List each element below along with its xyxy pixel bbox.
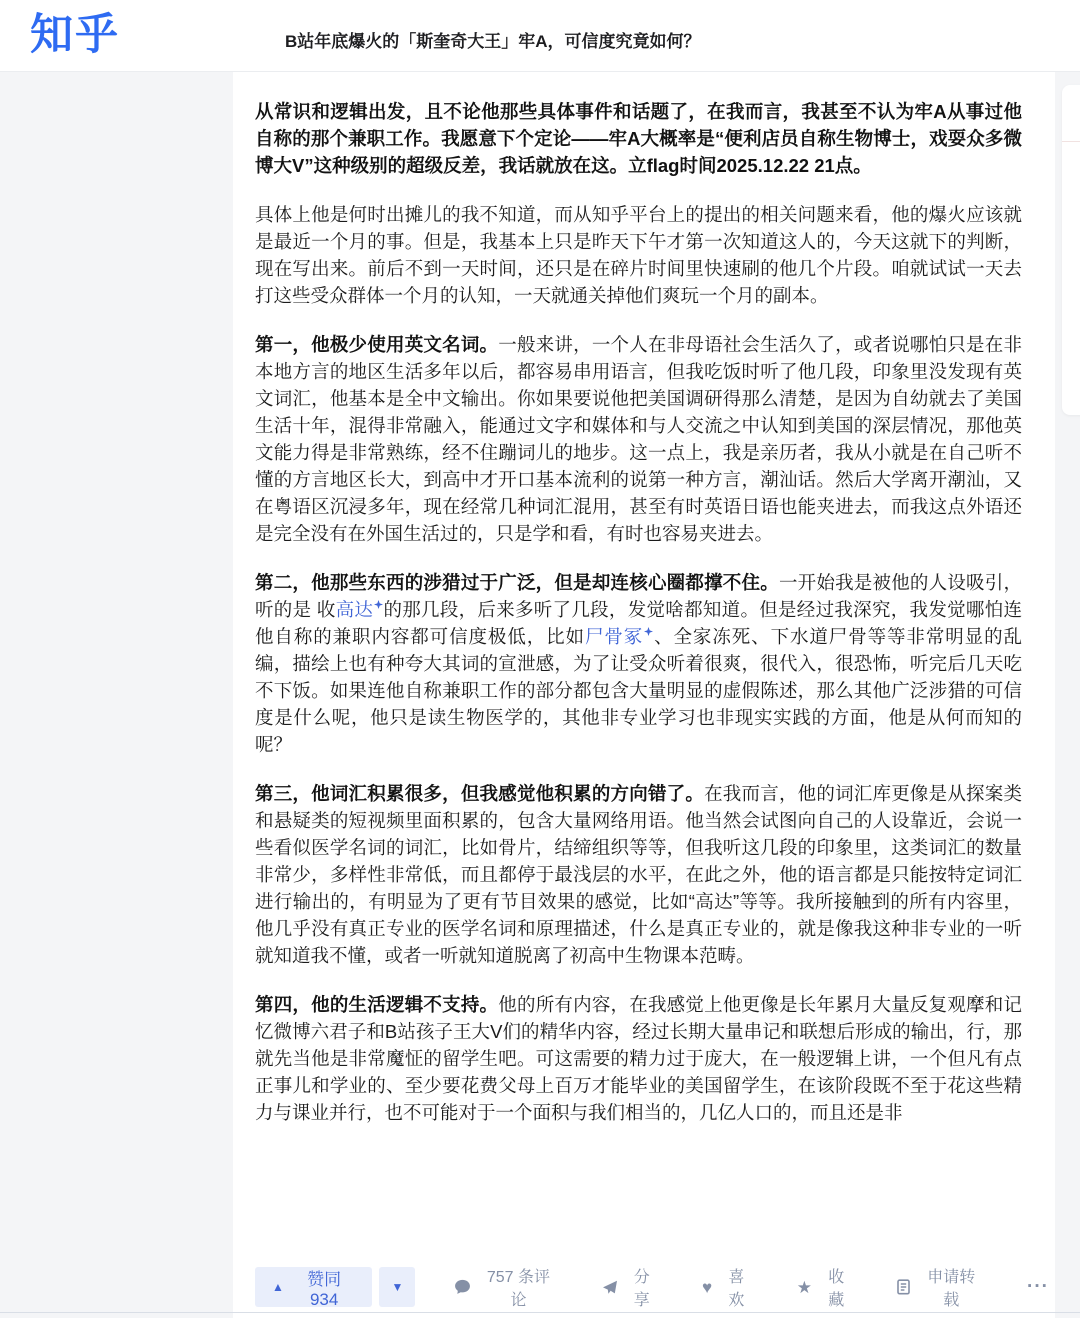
paragraph-bold-text: 第三，他词汇积累很多，但我感觉他积累的方向错了。 — [255, 783, 705, 804]
downvote-triangle-icon: ▼ — [391, 1280, 404, 1294]
zhihu-logo[interactable]: 知乎 — [30, 11, 120, 59]
downvote-button[interactable] — [379, 1267, 415, 1307]
paragraph-text: 在我而言，他的词汇库更像是从探案类和悬疑类的短视频里面积累的，包含大量网络用语。他当然会试图向自己的人设靠近，会说一些看似医学名词的词汇，比如骨片，结缔组织等等，但我听这几段的印象里，这类词汇的数量非常少，多样性非常低，而且都停于最浅层的水平，在此之外，他的语言都是只能按特定词汇进行输出的，有明显为了更有节目效果的感觉，比如“高达”等等。我所接触到的所有内容里，他几乎没有真正专业的医学名词和原理描述，什么是真正专业的，就是像我这种非专业的一听就知道我不懂，或者一听就知道脱离了初高中生物课本范畴。 — [255, 783, 1022, 966]
favorite-button[interactable] — [791, 1263, 858, 1311]
sidebar-card-partial — [1062, 85, 1080, 415]
paragraph-text: 的那几段，后来多听了几段，发觉啥都知道。但是经过我深究，我发觉哪怕连他自称的兼职内容都可信度极低，比如 — [255, 599, 1022, 647]
share-label: 分享 — [633, 1269, 650, 1309]
site-header — [0, 0, 1080, 72]
link-sparkle-icon — [374, 600, 383, 609]
repost-label: 申请转载 — [927, 1269, 976, 1309]
paper-plane-icon — [602, 1280, 618, 1295]
paragraph-text: 一般来讲，一个人在非母语社会生活久了，或者说哪怕只是在非本地方言的地区生活多年以后，都容易串用语言，但我吃饭时听了他几段，印象里没发现有英文词汇，他基本是全中文输出。你如果要说他把美国调研得那么清楚，是因为自幼就去了美国生活十年，混得非常融入，能通过文字和媒体和与人交流之中认知到美国的深层情况，那他英文能力得是非常熟练，经不住蹦词儿的地步。这一点上，我是亲历者，我从小就是在自己听不懂的方言地区长大，到高中才开口基本流利的说第一种方言，潮汕话。然后大学离开潮汕，又在粤语区沉浸多年，现在经常几种词汇混用，甚至有时英语日语也能夹进去，而我这点外语还是完全没有在外国生活过的，只是学和看，有时也容易夹进去。 — [255, 334, 1022, 544]
link-sparkle-icon — [644, 627, 653, 636]
like-label: 喜欢 — [728, 1269, 745, 1309]
document-icon — [896, 1279, 911, 1295]
answer-paragraph — [255, 331, 1022, 547]
answer-paragraph — [255, 780, 1022, 969]
answer-paragraph — [255, 991, 1022, 1126]
upvote-button[interactable] — [255, 1267, 372, 1307]
comment-bubble-icon — [454, 1279, 471, 1295]
answer-card — [233, 72, 1055, 1318]
like-button[interactable] — [696, 1263, 758, 1311]
upvote-triangle-icon: ▲ — [272, 1280, 284, 1294]
answer-action-bar — [233, 1262, 1055, 1312]
question-title[interactable]: B站年底爆火的「斯奎奇大王」牢A，可信度究竟如何？ — [285, 32, 701, 51]
share-button[interactable] — [596, 1263, 663, 1311]
vote-button-group — [255, 1267, 415, 1307]
paragraph-text: 他的所有内容，在我感觉上他更像是长年累月大量反复观摩和记忆微博六君子和B站孩子王大V们的精华内容，经过长期大量串记和联想后形成的输出，行，那就先当他是非常魔怔的留学生吧。可这需要的精力过于庞大，在一般逻辑上讲，一个但凡有点正事儿和学业的、至少要花费父母上百万才能毕业的美国留学生，在该阶段既不至于花这些精力与课业并行，也不可能对于一个面积与我们相当的，几亿人口的，而且还是非 — [255, 994, 1022, 1123]
answer-paragraph — [255, 569, 1022, 758]
paragraph-bold-text: 第四，他的生活逻辑不支持。 — [255, 994, 499, 1015]
more-actions-button[interactable] — [1021, 1275, 1055, 1299]
paragraph-bold-text: 从常识和逻辑出发，且不论他那些具体事件和话题了，在我而言，我甚至不认为牢A从事过他自称的那个兼职工作。我愿意下个定论——牢A大概率是“便利店员自称生物博士，戏耍众多微博大V”这种级别的超级反差，我话就放在这。立flag时间2025.12.22 21点。 — [255, 101, 1022, 176]
answer-paragraph — [255, 98, 1022, 179]
answer-paragraph — [255, 201, 1022, 309]
bottom-page-edge — [0, 1312, 1080, 1318]
favorite-label: 收藏 — [828, 1269, 845, 1309]
upvote-label: 赞同 934 — [307, 1269, 342, 1309]
comments-label: 757 条评论 — [486, 1269, 551, 1309]
inline-topic-link[interactable]: 尸骨冢 — [584, 626, 644, 647]
paragraph-text: 具体上他是何时出摊儿的我不知道，而从知乎平台上的提出的相关问题来看，他的爆火应该就是最近一个月的事。但是，我基本上只是昨天下午才第一次知道这人的，今天这就下的判断，现在写出来。前后不到一天时间，还只是在碎片时间里快速刷的他几个片段。咱就试试一天去打这些受众群体一个月的认知，一天就通关掉他们爽玩一个月的副本。 — [255, 204, 1022, 306]
answer-content — [233, 72, 1055, 1262]
star-icon: ★ — [796, 1277, 812, 1297]
paragraph-bold-text: 第二，他那些东西的涉猎过于广泛，但是却连核心圈都撑不住。 — [255, 572, 779, 593]
more-dots-icon: ··· — [1027, 1276, 1050, 1297]
repost-button[interactable] — [890, 1263, 988, 1311]
paragraph-bold-text: 第一，他极少使用英文名词。 — [255, 334, 499, 355]
sidebar-divider — [1062, 141, 1080, 142]
paragraph-text: 一开始我是被他的人设吸引，听的是 收 — [255, 572, 1022, 620]
heart-icon: ♥ — [702, 1277, 713, 1297]
comments-button[interactable] — [448, 1263, 562, 1311]
inline-topic-link[interactable]: 高达 — [335, 599, 374, 620]
paragraph-text: 、全家冻死、下水道尸骨等等非常明显的乱编，描绘上也有种夸大其词的宣泄感，为了让受众听着很爽，很代入，很恐怖，听完后几天吃不下饭。如果连他自称兼职工作的部分都包含大量明显的虚假陈述，那么其他广泛涉猎的可信度是什么呢，他只是读生物医学的，其他非专业学习也非现实实践的方面，他是从何而知的呢？ — [255, 626, 1022, 755]
